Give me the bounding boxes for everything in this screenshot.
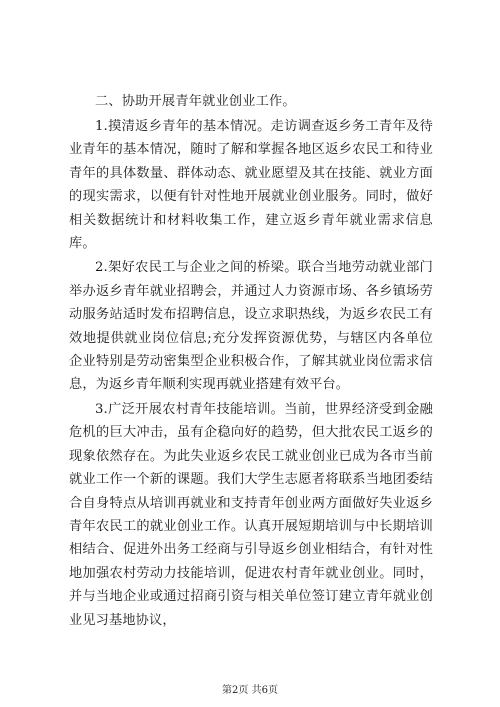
paragraph-3: 3.广泛开展农村青年技能培训。当前，世界经济受到金融危机的巨大冲击，虽有企稳向好的趋势，但大批农民工返乡的现象依然存在。为此失业返乡农民工就业创业已成为各市当前就业工作一个新的课题。我们大学生志愿者将联系当地团委结合自身特点从培训再就业和支持青年创业两方面做好失业返乡青年农民工的就业创业工作。认真开展短期培训与中长期培训相结合、促进外出务工经商与引导返乡创业相结合，有针对性地加强农村劳动力技能培训，促进农村青年就业创业。同时，并与当地企业或通过招商引资与相关单位签订建立青年就业创业见习基地协议， [69,401,433,628]
section-heading: 二、协助开展青年就业创业工作。 [95,94,296,109]
document-body [69,90,433,633]
page-number-footer: 第2页 共6页 [222,685,278,696]
paragraph-1: 1.摸清返乡青年的基本情况。走访调查返乡务工青年及待业青年的基本情况，随时了解和掌握各地区返乡农民工和待业青年的具体数量、群体动态、就业愿望及其在技能、就业方面的现实需求，以便有针对性地开展就业创业服务。同时，做好相关数据统计和材料收集工作，建立返乡青年就业需求信息库。 [69,119,433,252]
paragraph-2: 2.架好农民工与企业之间的桥梁。联合当地劳动就业部门举办返乡青年就业招聘会，并通过人力资源市场、各乡镇场劳动服务站适时发布招聘信息，设立求职热线，为返乡农民工有效地提供就业岗位信息;充分发挥资源优势，与辖区内各单位企业特别是劳动密集型企业积极合作，了解其就业岗位需求信息，为返乡青年顺利实现再就业搭建有效平台。 [69,260,433,393]
